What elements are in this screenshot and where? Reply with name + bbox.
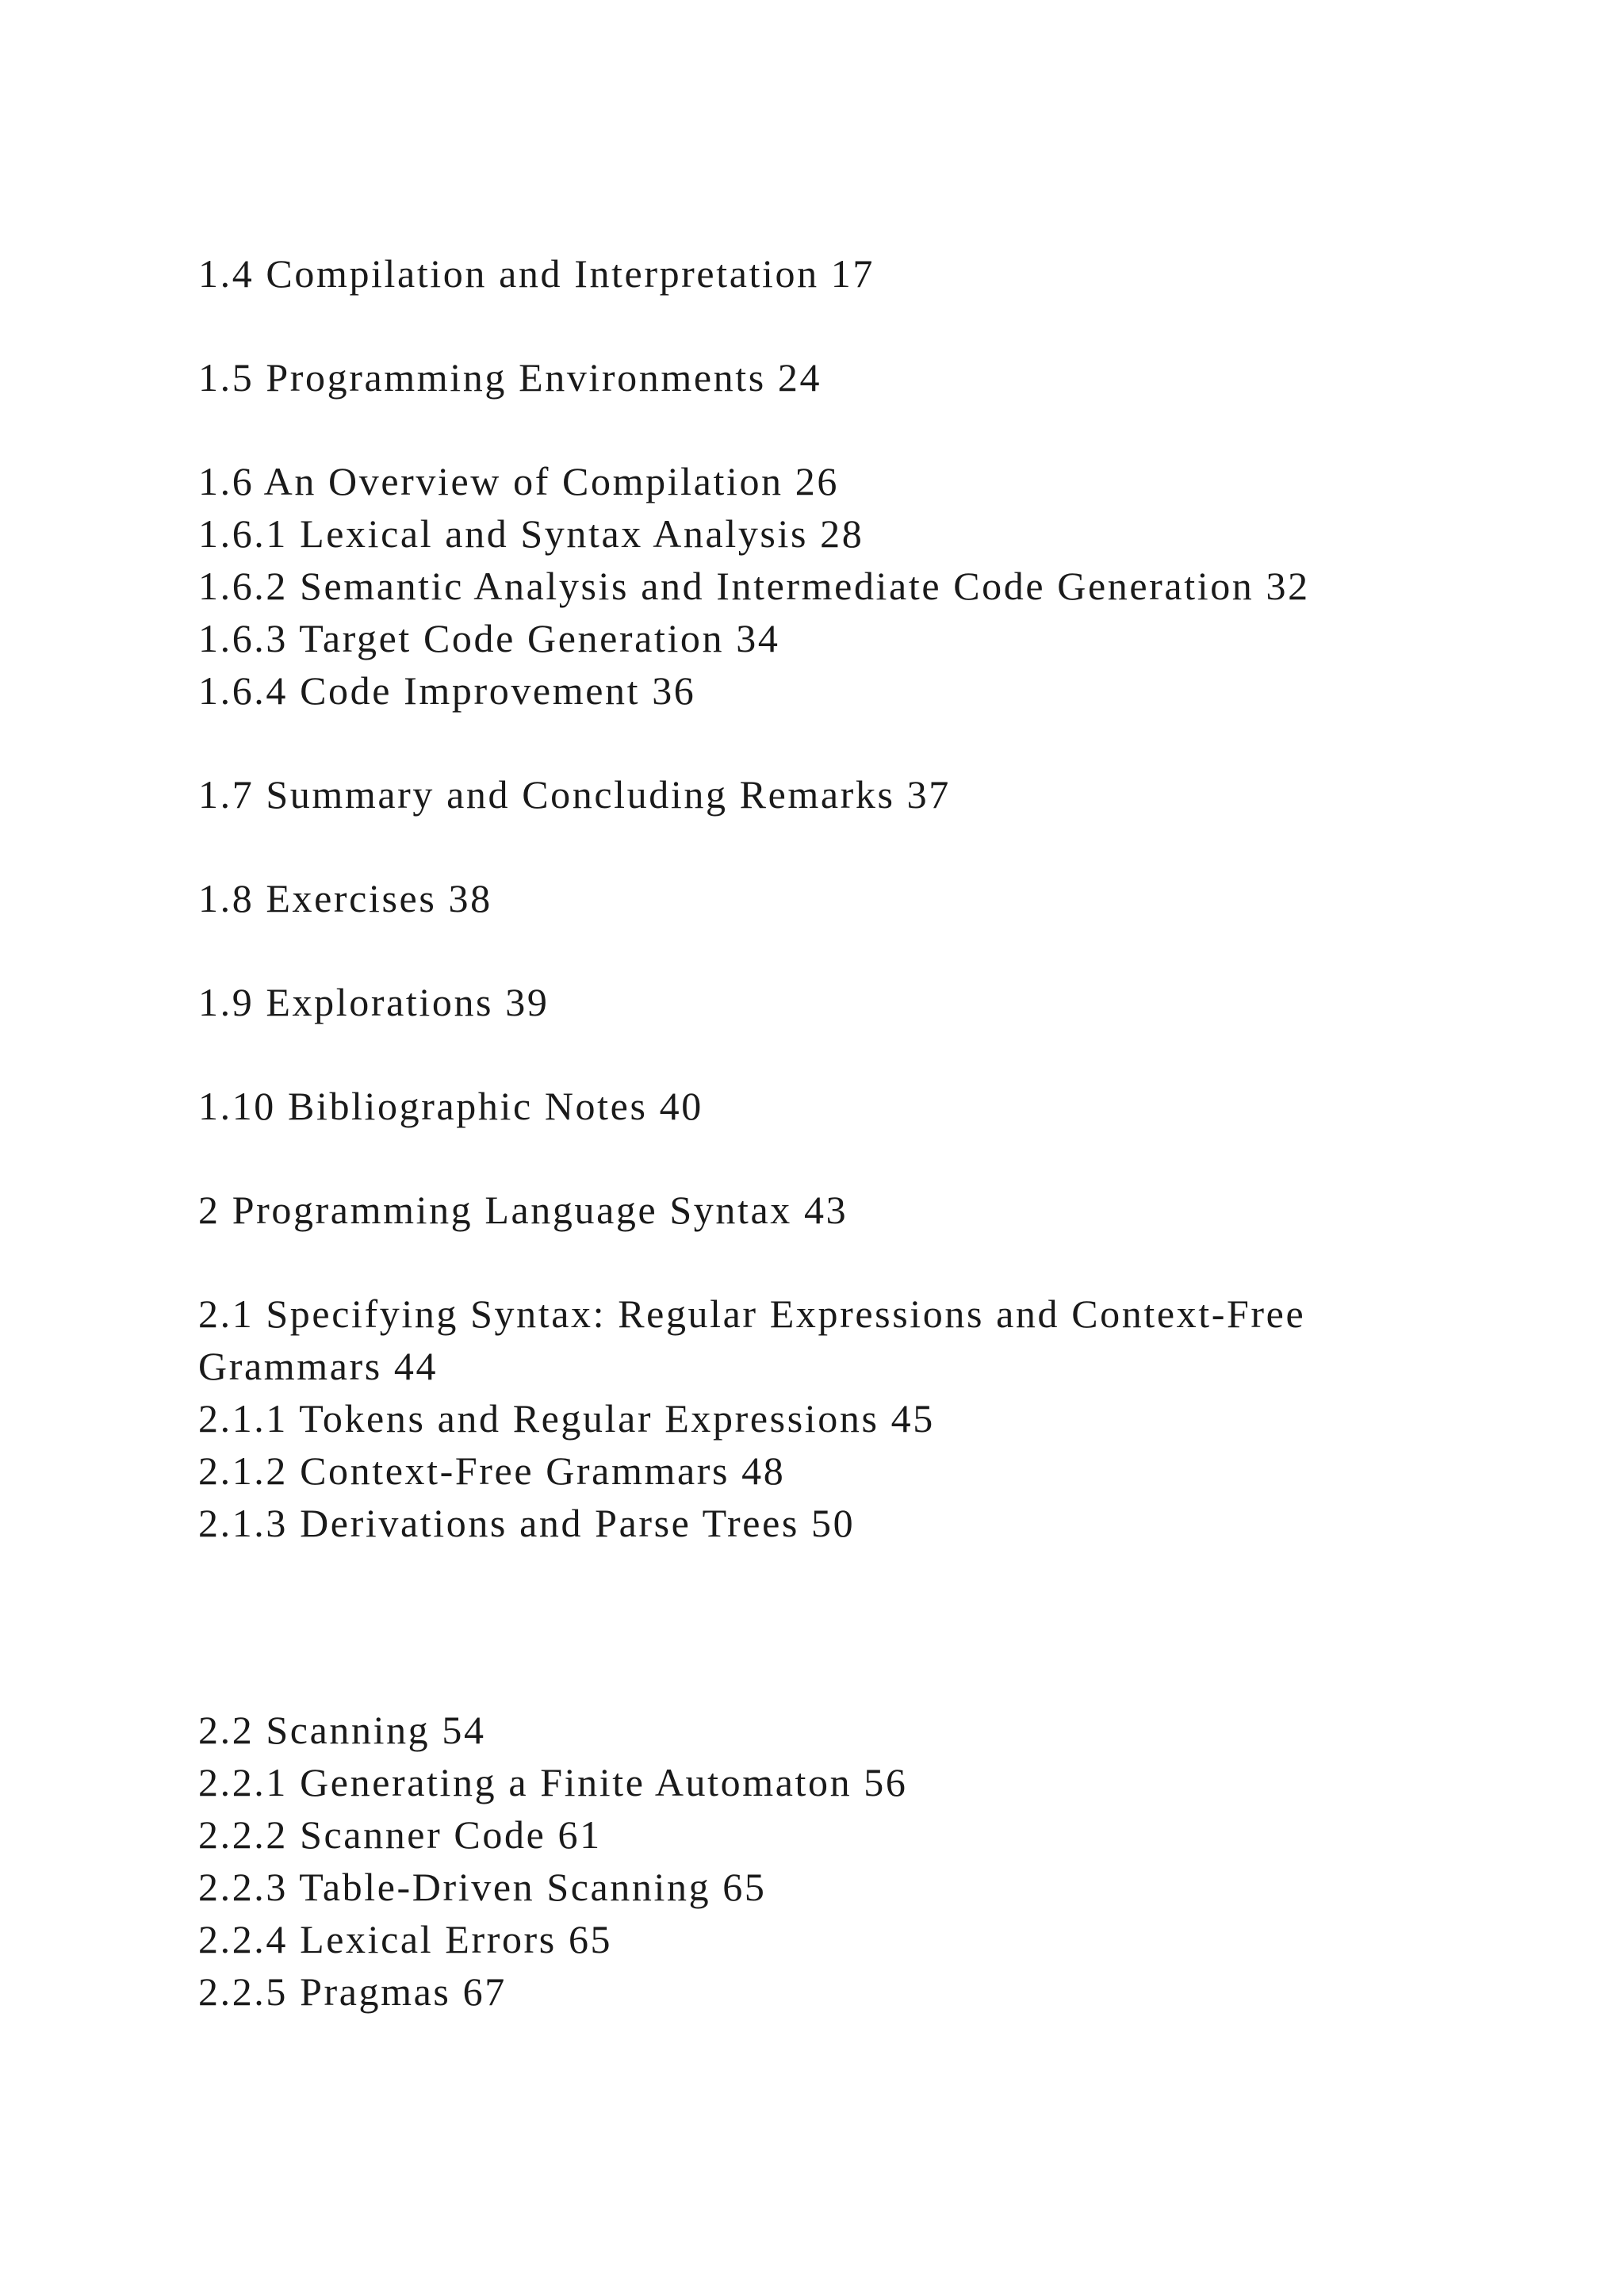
toc-entry: 1.6.2 Semantic Analysis and Intermediate Code Generation 32 [198,564,1310,608]
blank-line [198,1601,1546,1652]
toc-entry: 2.1.3 Derivations and Parse Trees 50 [198,1501,856,1545]
blank-line [198,924,1546,976]
blank-line [198,1236,1546,1288]
toc-entry: 2.2.5 Pragmas 67 [198,1969,507,2014]
toc-entry: 1.6.4 Code Improvement 36 [198,668,696,713]
toc-entry: Grammars 44 [198,1344,439,1388]
toc-entry: 1.6.3 Target Code Generation 34 [198,616,780,660]
blank-line [198,1132,1546,1184]
toc-entry: 2.2.2 Scanner Code 61 [198,1812,602,1857]
blank-line [198,300,1546,351]
toc-entry: 2.1.2 Context-Free Grammars 48 [198,1448,786,1493]
table-of-contents [198,247,1546,2018]
toc-entry: 1.8 Exercises 38 [198,876,492,920]
toc-entry: 2.2.3 Table-Driven Scanning 65 [198,1865,767,1909]
blank-line [198,1652,1546,1704]
toc-entry: 1.5 Programming Environments 24 [198,355,822,400]
toc-entry: 2 Programming Language Syntax 43 [198,1188,848,1232]
toc-entry: 1.6.1 Lexical and Syntax Analysis 28 [198,511,864,556]
toc-entry: 1.4 Compilation and Interpretation 17 [198,251,875,296]
blank-line [198,1028,1546,1080]
toc-entry: 2.1.1 Tokens and Regular Expressions 45 [198,1396,935,1441]
blank-line [198,404,1546,455]
toc-entry: 1.6 An Overview of Compilation 26 [198,459,839,503]
blank-line [198,717,1546,768]
toc-entry: 2.2.4 Lexical Errors 65 [198,1917,613,1961]
blank-line [198,1549,1546,1601]
toc-entry: 2.1 Specifying Syntax: Regular Expressions and Context-Free [198,1292,1306,1336]
toc-entry: 1.9 Explorations 39 [198,980,550,1024]
toc-entry: 1.7 Summary and Concluding Remarks 37 [198,772,951,817]
blank-line [198,821,1546,872]
toc-entry: 2.2.1 Generating a Finite Automaton 56 [198,1760,908,1804]
toc-entry: 2.2 Scanning 54 [198,1708,486,1752]
toc-entry: 1.10 Bibliographic Notes 40 [198,1084,703,1128]
